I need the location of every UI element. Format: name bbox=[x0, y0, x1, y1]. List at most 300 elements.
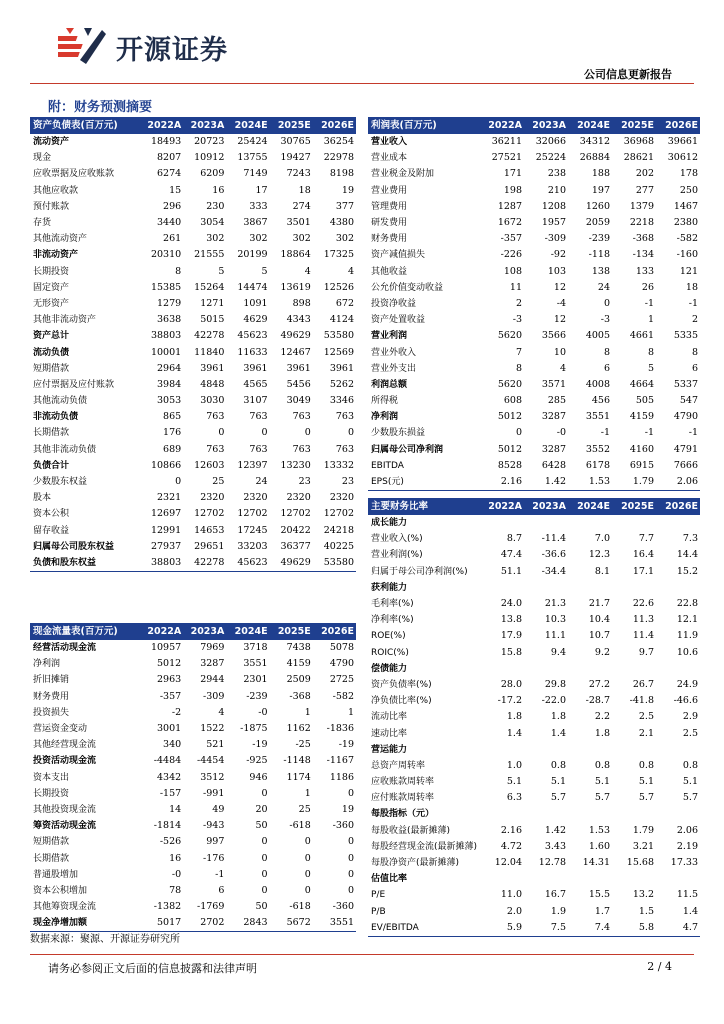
cell-value: 19 bbox=[341, 184, 354, 196]
cell-value: 2320 bbox=[243, 492, 268, 504]
table-row bbox=[30, 280, 356, 296]
cell-value: -19 bbox=[252, 739, 268, 751]
table-row bbox=[368, 596, 700, 612]
table-row bbox=[30, 344, 356, 360]
cell-value: 4664 bbox=[629, 378, 654, 390]
cell-value: -1 bbox=[688, 427, 698, 439]
row-label: 负债合计 bbox=[33, 460, 70, 471]
cell-value: 16 bbox=[212, 184, 225, 196]
table-row bbox=[368, 312, 700, 328]
table-row bbox=[30, 640, 356, 656]
cell-value: 4 bbox=[218, 706, 225, 718]
section-row bbox=[368, 661, 700, 677]
cell-value: 3053 bbox=[157, 395, 182, 407]
cell-value: 42278 bbox=[194, 330, 225, 342]
cell-value: -176 bbox=[203, 852, 225, 864]
cell-value: 38803 bbox=[140, 555, 183, 572]
cell-value: 30612 bbox=[667, 152, 698, 164]
row-label: EBITDA bbox=[371, 460, 404, 471]
cell-value: 14 bbox=[169, 803, 182, 815]
cell-value: 763 bbox=[335, 443, 354, 455]
row-label: 资本公积 bbox=[33, 509, 70, 520]
cell-value: 8 bbox=[603, 346, 610, 358]
cell-value: 11633 bbox=[237, 346, 268, 358]
year-header: 2023A bbox=[524, 117, 568, 134]
table-row bbox=[30, 523, 356, 539]
table-row bbox=[30, 328, 356, 344]
cell-value: 763 bbox=[206, 411, 225, 423]
cell-value: 4342 bbox=[157, 771, 182, 783]
cell-value: 2.0 bbox=[506, 905, 522, 917]
cell-value: 3287 bbox=[541, 443, 566, 455]
cell-value: 27521 bbox=[491, 152, 522, 164]
cell-value: 2843 bbox=[226, 915, 269, 932]
cell-value: 171 bbox=[503, 168, 522, 180]
cell-value: -1148 bbox=[283, 755, 311, 767]
row-label: 应收票据及应收账款 bbox=[33, 169, 115, 180]
cell-value: 5.8 bbox=[612, 920, 656, 937]
table-row bbox=[30, 474, 356, 490]
cell-value: -618 bbox=[289, 820, 311, 832]
cell-value: 36211 bbox=[491, 136, 522, 148]
cell-value: 8528 bbox=[497, 459, 522, 471]
row-label: 偿债能力 bbox=[371, 663, 408, 674]
row-label: 应收账款周转率 bbox=[371, 777, 435, 788]
year-header: 2024E bbox=[226, 623, 269, 640]
table-row bbox=[30, 753, 356, 769]
table-row bbox=[368, 344, 700, 360]
cell-value: -25 bbox=[295, 739, 311, 751]
cell-value: -582 bbox=[332, 690, 354, 702]
cell-value: 6274 bbox=[157, 168, 182, 180]
cell-value: 302 bbox=[335, 233, 354, 245]
row-label: 营运资金变动 bbox=[33, 724, 88, 735]
cell-value: 7243 bbox=[286, 168, 311, 180]
cell-value: 12702 bbox=[323, 508, 354, 520]
cell-value: 4 bbox=[559, 362, 566, 374]
table-row bbox=[30, 672, 356, 688]
cell-value: 2059 bbox=[585, 217, 610, 229]
cell-value: 18493 bbox=[150, 136, 182, 148]
cell-value: 14653 bbox=[194, 524, 225, 536]
cell-value: 11 bbox=[509, 281, 522, 293]
row-label: 每股净资产(最新摊薄) bbox=[371, 858, 460, 869]
cell-value: 4848 bbox=[200, 378, 225, 390]
financial-ratios-table bbox=[368, 498, 700, 937]
row-label: 流动资产 bbox=[33, 137, 70, 148]
cell-value: 36968 bbox=[623, 136, 654, 148]
cell-value: 1379 bbox=[629, 200, 654, 212]
table-row bbox=[368, 823, 700, 839]
cell-value: 13332 bbox=[323, 459, 354, 471]
cell-value: 3001 bbox=[157, 723, 182, 735]
cell-value: 1260 bbox=[585, 200, 610, 212]
cell-value: 8 bbox=[175, 265, 182, 277]
cell-value bbox=[480, 871, 524, 887]
row-label: 非流动资产 bbox=[33, 250, 79, 261]
cell-value: 1.79 bbox=[632, 824, 654, 836]
cell-value: 0 bbox=[347, 884, 354, 896]
cell-value: 2.1 bbox=[638, 727, 654, 739]
cell-value bbox=[524, 806, 568, 822]
cell-value bbox=[480, 806, 524, 822]
table-row bbox=[368, 361, 700, 377]
section-row bbox=[368, 806, 700, 822]
row-label: 每股经营现金流(最新摊薄) bbox=[371, 841, 478, 852]
cell-value: 8.7 bbox=[506, 533, 522, 545]
table-row bbox=[30, 770, 356, 786]
cell-value: 5.1 bbox=[682, 776, 698, 788]
cell-value: 5.1 bbox=[638, 776, 654, 788]
cell-value: 10.4 bbox=[588, 614, 610, 626]
cell-value: 296 bbox=[163, 200, 182, 212]
cell-value bbox=[568, 806, 612, 822]
cell-value: 50 bbox=[255, 901, 268, 913]
table-row bbox=[368, 474, 700, 491]
section-row bbox=[368, 580, 700, 596]
cell-value: 11.3 bbox=[632, 614, 654, 626]
table-row bbox=[368, 183, 700, 199]
cell-value: 0 bbox=[304, 427, 311, 439]
table-row bbox=[368, 758, 700, 774]
cell-value: 12569 bbox=[323, 346, 354, 358]
cell-value: 3049 bbox=[286, 395, 311, 407]
table-row bbox=[30, 506, 356, 522]
row-label: 现金 bbox=[33, 153, 52, 164]
table-header-row bbox=[368, 117, 700, 134]
row-label: 归属于母公司净利润(%) bbox=[371, 566, 468, 577]
cell-value: 26.7 bbox=[632, 678, 654, 690]
cell-value: 133 bbox=[635, 265, 654, 277]
income-statement-table bbox=[368, 117, 700, 491]
cell-value: 8 bbox=[691, 346, 698, 358]
year-header: 2023A bbox=[183, 623, 226, 640]
table-row bbox=[30, 150, 356, 166]
cell-value: 34312 bbox=[579, 136, 610, 148]
cell-value: 865 bbox=[163, 411, 182, 423]
cell-value: 1.7 bbox=[594, 905, 610, 917]
table-row bbox=[368, 458, 700, 474]
row-label: 营业费用 bbox=[371, 185, 408, 196]
cell-value: 198 bbox=[503, 184, 522, 196]
row-label: 财务费用 bbox=[33, 691, 70, 702]
row-label: ROE(%) bbox=[371, 631, 406, 642]
cell-value: -582 bbox=[676, 233, 698, 245]
cell-value: -0 bbox=[258, 706, 268, 718]
cell-value: 5.7 bbox=[594, 792, 610, 804]
cell-value: 1.42 bbox=[524, 474, 568, 491]
row-label: 总资产周转率 bbox=[371, 760, 426, 771]
table-row bbox=[30, 883, 356, 899]
year-header: 2024E bbox=[226, 117, 269, 134]
cell-value: 4565 bbox=[243, 378, 268, 390]
row-label: 归属母公司股东权益 bbox=[33, 541, 115, 552]
cell-value: 302 bbox=[249, 233, 268, 245]
cell-value bbox=[524, 515, 568, 531]
cell-value: 340 bbox=[163, 739, 182, 751]
cell-value: 1.8 bbox=[506, 711, 522, 723]
cell-value: -2 bbox=[171, 706, 182, 718]
brand-name: 开源证券 bbox=[116, 35, 228, 66]
cell-value: 10957 bbox=[150, 642, 182, 654]
cell-value: 1.8 bbox=[594, 727, 610, 739]
section-row bbox=[368, 515, 700, 531]
cell-value: 1957 bbox=[541, 217, 566, 229]
cell-value: 5015 bbox=[200, 314, 225, 326]
table-row bbox=[30, 393, 356, 409]
cell-value: 1467 bbox=[673, 200, 698, 212]
cell-value: 5012 bbox=[157, 658, 182, 670]
cell-value: 51.1 bbox=[500, 565, 522, 577]
cell-value: 0 bbox=[515, 427, 522, 439]
cell-value: 277 bbox=[635, 184, 654, 196]
cell-value: 1.5 bbox=[638, 905, 654, 917]
cell-value bbox=[612, 661, 656, 677]
cell-value: 25 bbox=[212, 476, 225, 488]
cell-value: 17 bbox=[255, 184, 268, 196]
cell-value: 8198 bbox=[329, 168, 354, 180]
cell-value: 0 bbox=[347, 427, 354, 439]
cell-value: 20310 bbox=[150, 249, 182, 261]
cell-value: 32066 bbox=[535, 136, 566, 148]
cell-value: 4380 bbox=[329, 217, 354, 229]
table-row bbox=[368, 725, 700, 741]
row-label: 净利润 bbox=[33, 659, 61, 670]
table-row bbox=[368, 547, 700, 563]
row-label: 资产总计 bbox=[33, 331, 70, 342]
cell-value: 20723 bbox=[194, 136, 225, 148]
cell-value: 2.9 bbox=[682, 711, 698, 723]
cell-value: 261 bbox=[163, 233, 182, 245]
cell-value: 763 bbox=[249, 411, 268, 423]
cell-value: 1 bbox=[304, 706, 311, 718]
cell-value: 12697 bbox=[150, 508, 182, 520]
report-type: 公司信息更新报告 bbox=[584, 68, 672, 81]
row-label: 营业外收入 bbox=[371, 347, 417, 358]
row-label: EV/EBITDA bbox=[368, 920, 480, 937]
cell-value: 53580 bbox=[313, 555, 356, 572]
cell-value: 1.53 bbox=[568, 474, 612, 491]
cell-value: 4790 bbox=[673, 411, 698, 423]
cell-value: 4005 bbox=[585, 330, 610, 342]
cell-value: 11.1 bbox=[544, 630, 566, 642]
table-row bbox=[30, 134, 356, 150]
table-row bbox=[30, 296, 356, 312]
table-row bbox=[30, 689, 356, 705]
cell-value: 521 bbox=[206, 739, 225, 751]
row-label: 净负债比率(%) bbox=[371, 696, 432, 707]
cell-value: 11.5 bbox=[676, 889, 698, 901]
table-row bbox=[368, 904, 700, 920]
cell-value: 1.60 bbox=[588, 840, 610, 852]
row-label: 估值比率 bbox=[371, 874, 408, 885]
footer-divider bbox=[30, 954, 694, 955]
page-number: 2 / 4 bbox=[647, 960, 672, 973]
table-row bbox=[30, 539, 356, 555]
table-row bbox=[30, 199, 356, 215]
cell-value: 24.9 bbox=[676, 678, 698, 690]
row-label: 现金净增加额 bbox=[30, 915, 140, 932]
cell-value: 1 bbox=[304, 787, 311, 799]
year-header: 2022A bbox=[480, 117, 524, 134]
cell-value: 5078 bbox=[329, 642, 354, 654]
cell-value: 7.0 bbox=[594, 533, 610, 545]
table-row bbox=[30, 264, 356, 280]
cell-value: 763 bbox=[206, 443, 225, 455]
cell-value: 898 bbox=[292, 297, 311, 309]
cell-value: 17.33 bbox=[670, 857, 698, 869]
table-row bbox=[30, 231, 356, 247]
cell-value: 5.9 bbox=[480, 920, 524, 937]
cell-value: 2320 bbox=[329, 492, 354, 504]
cell-value: 285 bbox=[547, 395, 566, 407]
table-row bbox=[368, 264, 700, 280]
row-label: 营业成本 bbox=[371, 153, 408, 164]
row-label: 速动比率 bbox=[371, 728, 408, 739]
cell-value: 2320 bbox=[286, 492, 311, 504]
row-label: 成长能力 bbox=[371, 518, 408, 529]
cell-value: 3.21 bbox=[632, 840, 654, 852]
cell-value: -11.4 bbox=[541, 533, 566, 545]
table-row bbox=[30, 458, 356, 474]
cell-value bbox=[612, 871, 656, 887]
cell-value: 5 bbox=[647, 362, 654, 374]
cell-value: 1 bbox=[347, 706, 354, 718]
row-label: 其他应收款 bbox=[33, 185, 79, 196]
cell-value: 21555 bbox=[194, 249, 225, 261]
year-header: 2022A bbox=[140, 623, 183, 640]
cell-value: 11.0 bbox=[500, 889, 522, 901]
cell-value: 8 bbox=[647, 346, 654, 358]
cell-value: 0.8 bbox=[594, 759, 610, 771]
table-row bbox=[368, 709, 700, 725]
cell-value: 16 bbox=[169, 852, 182, 864]
cell-value: -309 bbox=[203, 690, 225, 702]
table-row bbox=[368, 409, 700, 425]
row-label: 普通股增加 bbox=[33, 869, 79, 880]
table-row bbox=[368, 393, 700, 409]
cell-value: 0 bbox=[347, 836, 354, 848]
cell-value: 26884 bbox=[579, 152, 610, 164]
cell-value: 9.4 bbox=[550, 646, 566, 658]
cell-value: 17325 bbox=[323, 249, 354, 261]
table-row bbox=[30, 361, 356, 377]
cell-value: 20199 bbox=[237, 249, 268, 261]
cell-value: 2301 bbox=[243, 674, 268, 686]
row-label: 非流动负债 bbox=[33, 412, 79, 423]
row-label: 少数股东损益 bbox=[371, 428, 426, 439]
cell-value: 3638 bbox=[157, 314, 182, 326]
cell-value: 3.43 bbox=[544, 840, 566, 852]
cell-value bbox=[656, 661, 700, 677]
cell-value: 1.4 bbox=[506, 727, 522, 739]
cell-value: 3346 bbox=[329, 395, 354, 407]
year-header: 2024E bbox=[568, 498, 612, 515]
row-label: 资本公积增加 bbox=[33, 885, 88, 896]
cell-value: 50 bbox=[255, 820, 268, 832]
cell-value: 36377 bbox=[280, 540, 311, 552]
cell-value: 5.1 bbox=[550, 776, 566, 788]
table-row bbox=[30, 555, 356, 572]
cell-value: 138 bbox=[591, 265, 610, 277]
cell-value: 302 bbox=[206, 233, 225, 245]
disclaimer: 请务必参阅正文后面的信息披露和法律声明 bbox=[48, 962, 257, 975]
table-row bbox=[30, 705, 356, 721]
cell-value: 6209 bbox=[200, 168, 225, 180]
row-label: 应付账款周转率 bbox=[371, 793, 435, 804]
year-header: 2023A bbox=[183, 117, 226, 134]
table-row bbox=[30, 818, 356, 834]
row-label: 长期借款 bbox=[33, 428, 70, 439]
cell-value: 23 bbox=[341, 476, 354, 488]
table-row bbox=[30, 215, 356, 231]
cell-value: 24 bbox=[597, 281, 610, 293]
cell-value: -4484 bbox=[153, 755, 182, 767]
table-row bbox=[30, 409, 356, 425]
cell-value: 7.5 bbox=[524, 920, 568, 937]
cell-value: 946 bbox=[249, 771, 268, 783]
cell-value: -1 bbox=[600, 427, 610, 439]
cell-value: -360 bbox=[332, 901, 354, 913]
cell-value: -526 bbox=[159, 836, 182, 848]
row-label: 投资活动现金流 bbox=[33, 756, 97, 767]
cell-value: 2.16 bbox=[500, 824, 522, 836]
cell-value: 7 bbox=[515, 346, 522, 358]
cell-value: 5017 bbox=[140, 915, 183, 932]
cell-value: 10912 bbox=[194, 152, 225, 164]
cell-value: 7.3 bbox=[682, 533, 698, 545]
row-label: 营业利润 bbox=[371, 331, 408, 342]
cell-value: 5.7 bbox=[638, 792, 654, 804]
row-label: 营业外支出 bbox=[371, 363, 417, 374]
cell-value: 0.8 bbox=[550, 759, 566, 771]
row-label: 其他经营现金流 bbox=[33, 740, 97, 751]
cell-value: 4159 bbox=[286, 658, 311, 670]
table-row bbox=[368, 296, 700, 312]
cell-value: 0 bbox=[175, 476, 182, 488]
cell-value: 11840 bbox=[194, 346, 225, 358]
row-label: 无形资产 bbox=[33, 298, 70, 309]
cell-value: 7.7 bbox=[638, 533, 654, 545]
cell-value: 38803 bbox=[150, 330, 182, 342]
row-label: 其他筹资现金流 bbox=[33, 902, 97, 913]
row-label: 其他收益 bbox=[371, 266, 408, 277]
table-row bbox=[368, 839, 700, 855]
row-label: 长期投资 bbox=[33, 788, 70, 799]
table-row bbox=[368, 645, 700, 661]
cell-value: 11.9 bbox=[676, 630, 698, 642]
cell-value: 0.8 bbox=[638, 759, 654, 771]
cell-value bbox=[480, 580, 524, 596]
row-label: 折旧摊销 bbox=[33, 675, 70, 686]
table-row bbox=[368, 531, 700, 547]
cell-value: 12.04 bbox=[494, 857, 522, 869]
cell-value: 6.3 bbox=[506, 792, 522, 804]
cell-value: 26 bbox=[641, 281, 654, 293]
cell-value: 5.1 bbox=[594, 776, 610, 788]
cell-value: 12.78 bbox=[538, 857, 566, 869]
table-row bbox=[30, 442, 356, 458]
cell-value: 10 bbox=[553, 346, 566, 358]
cell-value: 5 bbox=[218, 265, 225, 277]
cell-value: 10.3 bbox=[544, 614, 566, 626]
cell-value bbox=[656, 580, 700, 596]
cell-value: 6 bbox=[603, 362, 610, 374]
cell-value: 15385 bbox=[150, 281, 182, 293]
row-label: 流动比率 bbox=[371, 712, 408, 723]
cell-value: 2321 bbox=[157, 492, 182, 504]
cell-value: -160 bbox=[676, 249, 698, 261]
